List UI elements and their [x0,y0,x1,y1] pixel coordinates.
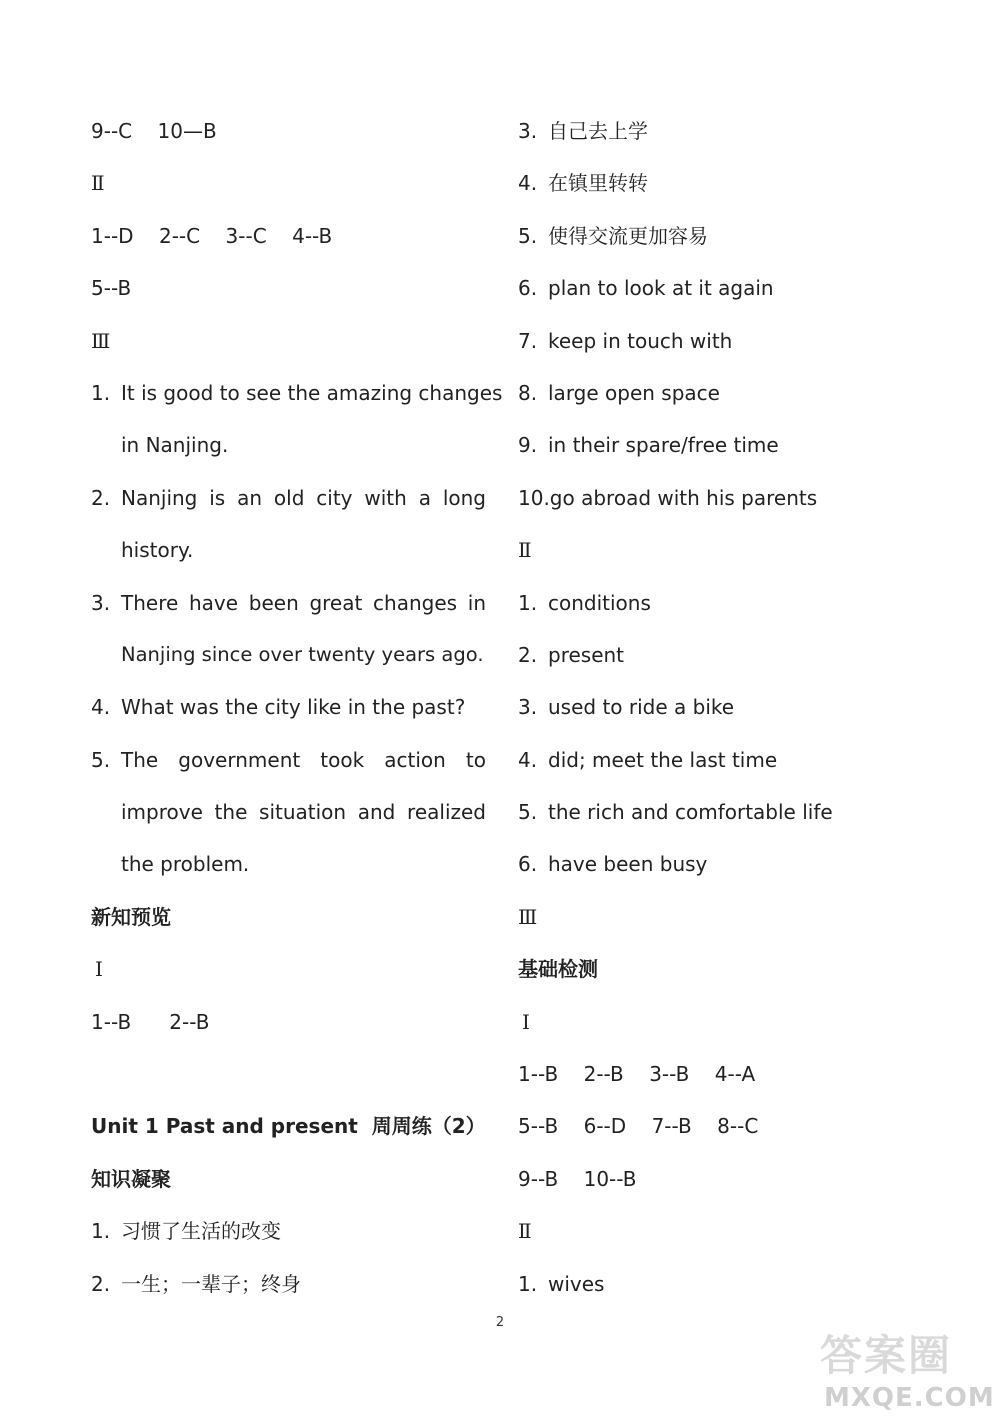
item-text: conditions [548,590,651,615]
phrase-item [518,105,938,157]
answer-line: 1--B 2--B [91,1009,210,1034]
phrase-item [518,681,938,733]
phrase-item [518,419,938,471]
sentence-item [91,1205,486,1257]
sentence-continuation: the problem. [121,852,250,877]
item-text: wives [548,1271,605,1296]
item-number: 3. [518,695,538,720]
phrase-item [518,210,938,262]
item-text: 一生；一辈子；终身 [121,1271,301,1296]
item-text: plan to look at it again [548,276,774,301]
sentence-continuation: in Nanjing. [121,433,229,458]
item-number: 2. [518,642,538,667]
phrase-item: 10.go abroad with his parents [518,485,818,510]
spacer [91,1048,486,1100]
answer-line: 5--B [91,276,132,301]
item-number: 4. [518,747,538,772]
phrase-item [518,315,938,367]
item-text: 在镇里转转 [548,171,648,196]
item-number: 5. [518,800,538,825]
item-text: present [548,642,625,667]
section-numeral: Ⅱ [518,1219,532,1244]
phrase-item [518,838,938,890]
sentence-item [91,367,503,419]
section-numeral: Ⅰ [522,1009,530,1034]
answer-line: 1--D 2--C 3--C 4--B [91,223,333,248]
item-number: 1. [518,1271,538,1296]
item-number: 1. [91,380,111,405]
sentence-continuation: Nanjing since over twenty years ago. [121,642,484,666]
item-text: large open space [548,380,720,405]
watermark-logo [820,1323,995,1413]
item-text: 使得交流更加容易 [548,223,708,248]
answer-line: 9--B 10--B [518,1166,637,1191]
item-number: 6. [518,852,538,877]
phrase-item [518,1258,938,1310]
item-text: used to ride a bike [548,695,735,720]
item-text: keep in touch with [548,328,733,353]
item-number: 5. [91,747,111,772]
item-text: There have been great changes in [121,590,486,615]
item-text: the rich and comfortable life [548,800,833,825]
item-number: 8. [518,380,538,405]
item-text: have been busy [548,852,708,877]
item-text: in their spare/free time [548,433,779,458]
phrase-item [518,262,938,314]
section-numeral: Ⅱ [518,538,532,563]
sentence-item [91,1258,486,1310]
item-number: 5. [518,223,538,248]
sentence-item [91,577,486,629]
item-number: 4. [91,695,111,720]
item-text: Nanjing is an old city with a long [121,485,486,510]
phrase-item [518,367,938,419]
section-heading: 知识凝聚 [91,1166,171,1191]
item-text: What was the city like in the past? [121,695,466,720]
item-number: 1. [91,1219,111,1244]
left-column [91,105,503,1310]
section-heading: 新知预览 [91,904,171,929]
sentence-continuation: history. [121,538,194,563]
phrase-item [518,786,938,838]
watermark-text: 答案圈 [820,1331,953,1380]
section-numeral: Ⅱ [91,171,105,196]
item-number: 3. [518,119,538,143]
watermark-url: MXQE.COM [824,1383,995,1413]
item-number: 2. [91,485,111,510]
item-text: did; meet the last time [548,747,778,772]
section-numeral: Ⅲ [91,328,111,353]
item-text: 习惯了生活的改变 [121,1219,281,1244]
section-numeral: Ⅲ [518,904,538,929]
unit-title: Unit 1 Past and present 周周练（2） [91,1114,486,1139]
right-column [518,105,938,1310]
item-number: 6. [518,276,538,301]
answer-line: 1--B 2--B 3--B 4--A [518,1062,756,1087]
item-number: 2. [91,1271,111,1296]
sentence-item [91,734,486,786]
sentence-item [91,472,486,524]
phrase-item [518,629,938,681]
answer-line: 9--C 10—B [91,119,217,143]
sentence-item [91,681,486,733]
section-heading: 基础检测 [518,957,598,982]
sentence-continuation: improve the situation and realized [121,800,486,825]
item-number: 4. [518,171,538,196]
page-number: 2 [495,1315,505,1330]
phrase-item [518,157,938,209]
item-text: It is good to see the amazing changes [121,380,503,405]
section-numeral: Ⅰ [95,957,103,982]
item-number: 1. [518,590,538,615]
phrase-item [518,734,938,786]
item-text: 自己去上学 [548,119,648,143]
item-text: The government took action to [121,747,486,772]
item-number: 7. [518,328,538,353]
phrase-item [518,577,938,629]
item-number: 3. [91,590,111,615]
answer-line: 5--B 6--D 7--B 8--C [518,1114,759,1139]
item-number: 9. [518,433,538,458]
